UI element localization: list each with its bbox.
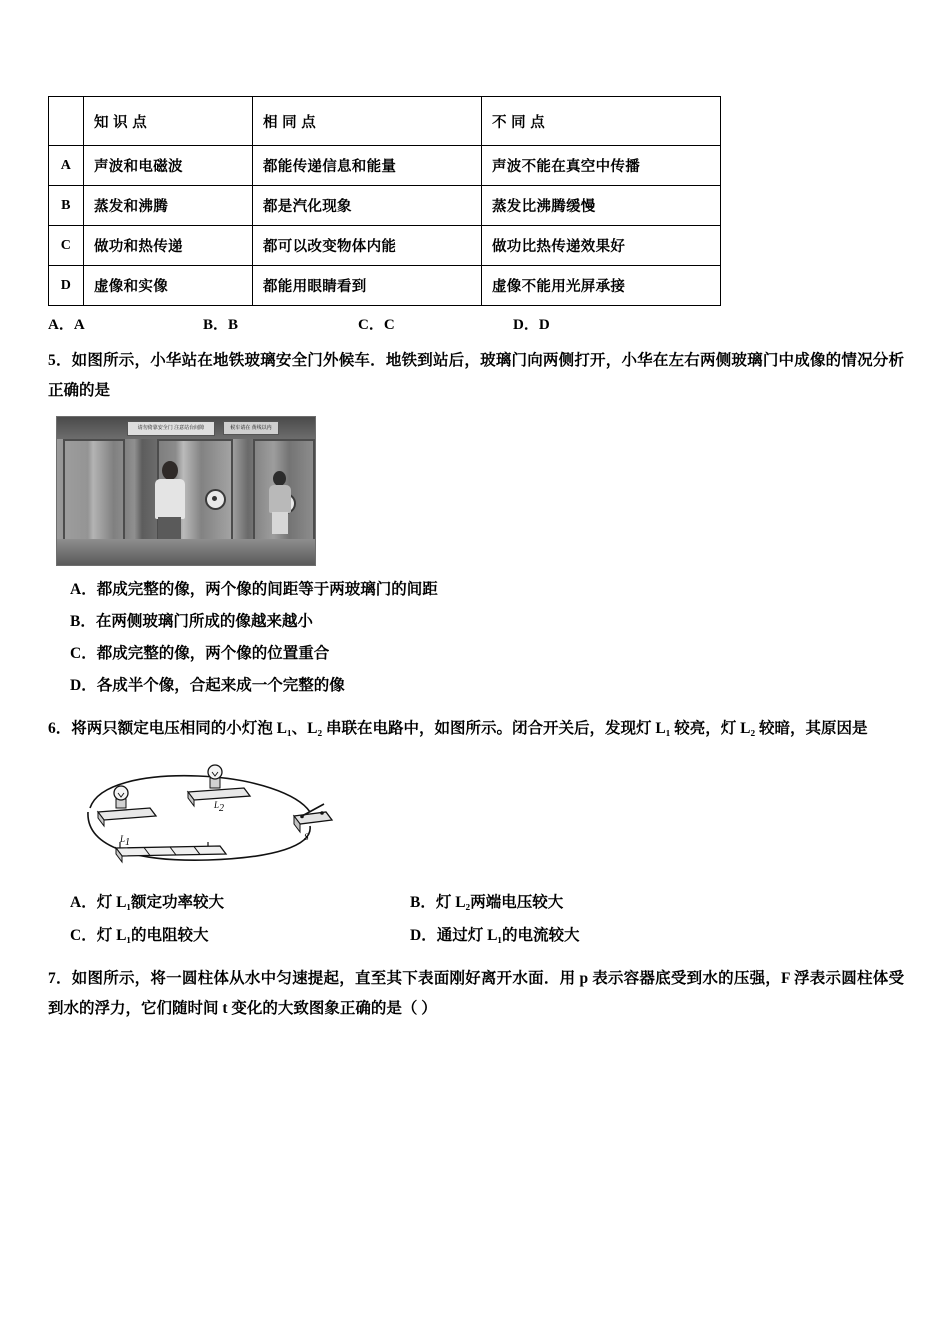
q6-choice-c: C．灯 L₁的电阻较大	[70, 927, 209, 944]
platform-sign-2: 候车请在 黄线以内	[223, 421, 279, 435]
q5-choice-d: D．各成半个像，合起来成一个完整的像	[70, 677, 345, 694]
row-same: 都能用眼睛看到	[253, 266, 482, 306]
table-question-options	[48, 313, 668, 334]
question-7	[48, 964, 904, 1024]
row-label: D	[49, 266, 84, 306]
knowledge-comparison-table	[48, 96, 721, 306]
row-label: C	[49, 226, 84, 266]
circuit-svg	[58, 750, 348, 878]
question-7-number: 7．	[48, 970, 72, 987]
option-a: A．A	[48, 317, 85, 333]
header-cell-knowledge: 知 识 点	[84, 97, 253, 146]
person-legs	[158, 517, 181, 541]
table-row	[49, 186, 721, 226]
q6-choice-b: B．灯 L₂两端电压较大	[410, 894, 564, 911]
lamp-l2-label: $L_2$	[214, 800, 225, 814]
q5-choice-a: A．都成完整的像，两个像的间距等于两玻璃门的间距	[70, 581, 438, 598]
q6-choice-a: A．灯 L₁额定功率较大	[70, 894, 225, 911]
q6-choice-row-1	[48, 886, 904, 919]
switch-label: S	[304, 832, 309, 842]
subway-platform-photo	[56, 416, 316, 566]
child-legs	[272, 512, 288, 534]
series-circuit-diagram	[58, 750, 348, 878]
q5-choice-c: C．都成完整的像，两个像的位置重合	[70, 645, 330, 662]
row-label: A	[49, 146, 84, 186]
question-7-text: 如图所示，将一圆柱体从水中匀速提起，直至其下表面刚好离开水面．用 p 表示容器底受到水的压强，F 浮表示圆柱体受到水的浮力，它们随时间 t 变化的大致图象正确的是（ ）	[48, 970, 904, 1017]
question-6-choices	[48, 886, 904, 952]
question-5	[48, 346, 904, 406]
question-5-choices	[48, 574, 904, 702]
row-label: B	[49, 186, 84, 226]
table-row	[49, 146, 721, 186]
question-5-number: 5．	[48, 352, 72, 369]
q6-choice-d: D．通过灯 L₁的电流较大	[410, 927, 580, 944]
table-header-row	[49, 97, 721, 146]
page-content	[48, 96, 904, 1024]
question-6-number: 6．	[48, 720, 72, 737]
question-5-text: 如图所示，小华站在地铁玻璃安全门外候车．地铁到站后，玻璃门向两侧打开，小华在左右两侧玻璃门中成像的情况分析正确的是	[48, 352, 904, 399]
table-row	[49, 226, 721, 266]
glass-door-left	[63, 439, 125, 543]
row-diff: 虚像不能用光屏承接	[482, 266, 721, 306]
row-same: 都可以改变物体内能	[253, 226, 482, 266]
q5-choice-b: B．在两侧玻璃门所成的像越来越小	[70, 613, 313, 630]
table-row	[49, 266, 721, 306]
lamp-l1-label: $L_1$	[120, 834, 131, 848]
row-knowledge: 蒸发和沸腾	[84, 186, 253, 226]
header-cell-diff: 不 同 点	[482, 97, 721, 146]
question-6	[48, 714, 904, 744]
row-diff: 做功比热传递效果好	[482, 226, 721, 266]
row-knowledge: 声波和电磁波	[84, 146, 253, 186]
option-b: B．B	[203, 317, 239, 333]
row-diff: 声波不能在真空中传播	[482, 146, 721, 186]
row-same: 都是汽化现象	[253, 186, 482, 226]
person-head	[162, 461, 178, 480]
header-cell-same: 相 同 点	[253, 97, 482, 146]
door-button-left-icon	[205, 489, 226, 510]
q6-choice-row-2	[48, 919, 904, 952]
row-knowledge: 做功和热传递	[84, 226, 253, 266]
child-body	[269, 485, 291, 513]
person-body	[155, 479, 185, 519]
option-c: C．C	[358, 317, 395, 333]
question-6-text: 将两只额定电压相同的小灯泡 L₁、L₂ 串联在电路中，如图所示。闭合开关后，发现灯 L₁ 较亮，灯 L₂ 较暗，其原因是	[71, 720, 868, 737]
photo-floor	[57, 539, 315, 565]
switch-icon	[294, 804, 332, 832]
option-d: D．D	[513, 317, 550, 333]
child-head	[273, 471, 286, 486]
header-cell-blank	[49, 97, 84, 146]
row-knowledge: 虚像和实像	[84, 266, 253, 306]
lamp-l1-icon	[98, 786, 156, 826]
platform-sign: 请勿倚靠安全门 注意站台间隙	[127, 421, 215, 436]
row-diff: 蒸发比沸腾缓慢	[482, 186, 721, 226]
row-same: 都能传递信息和能量	[253, 146, 482, 186]
